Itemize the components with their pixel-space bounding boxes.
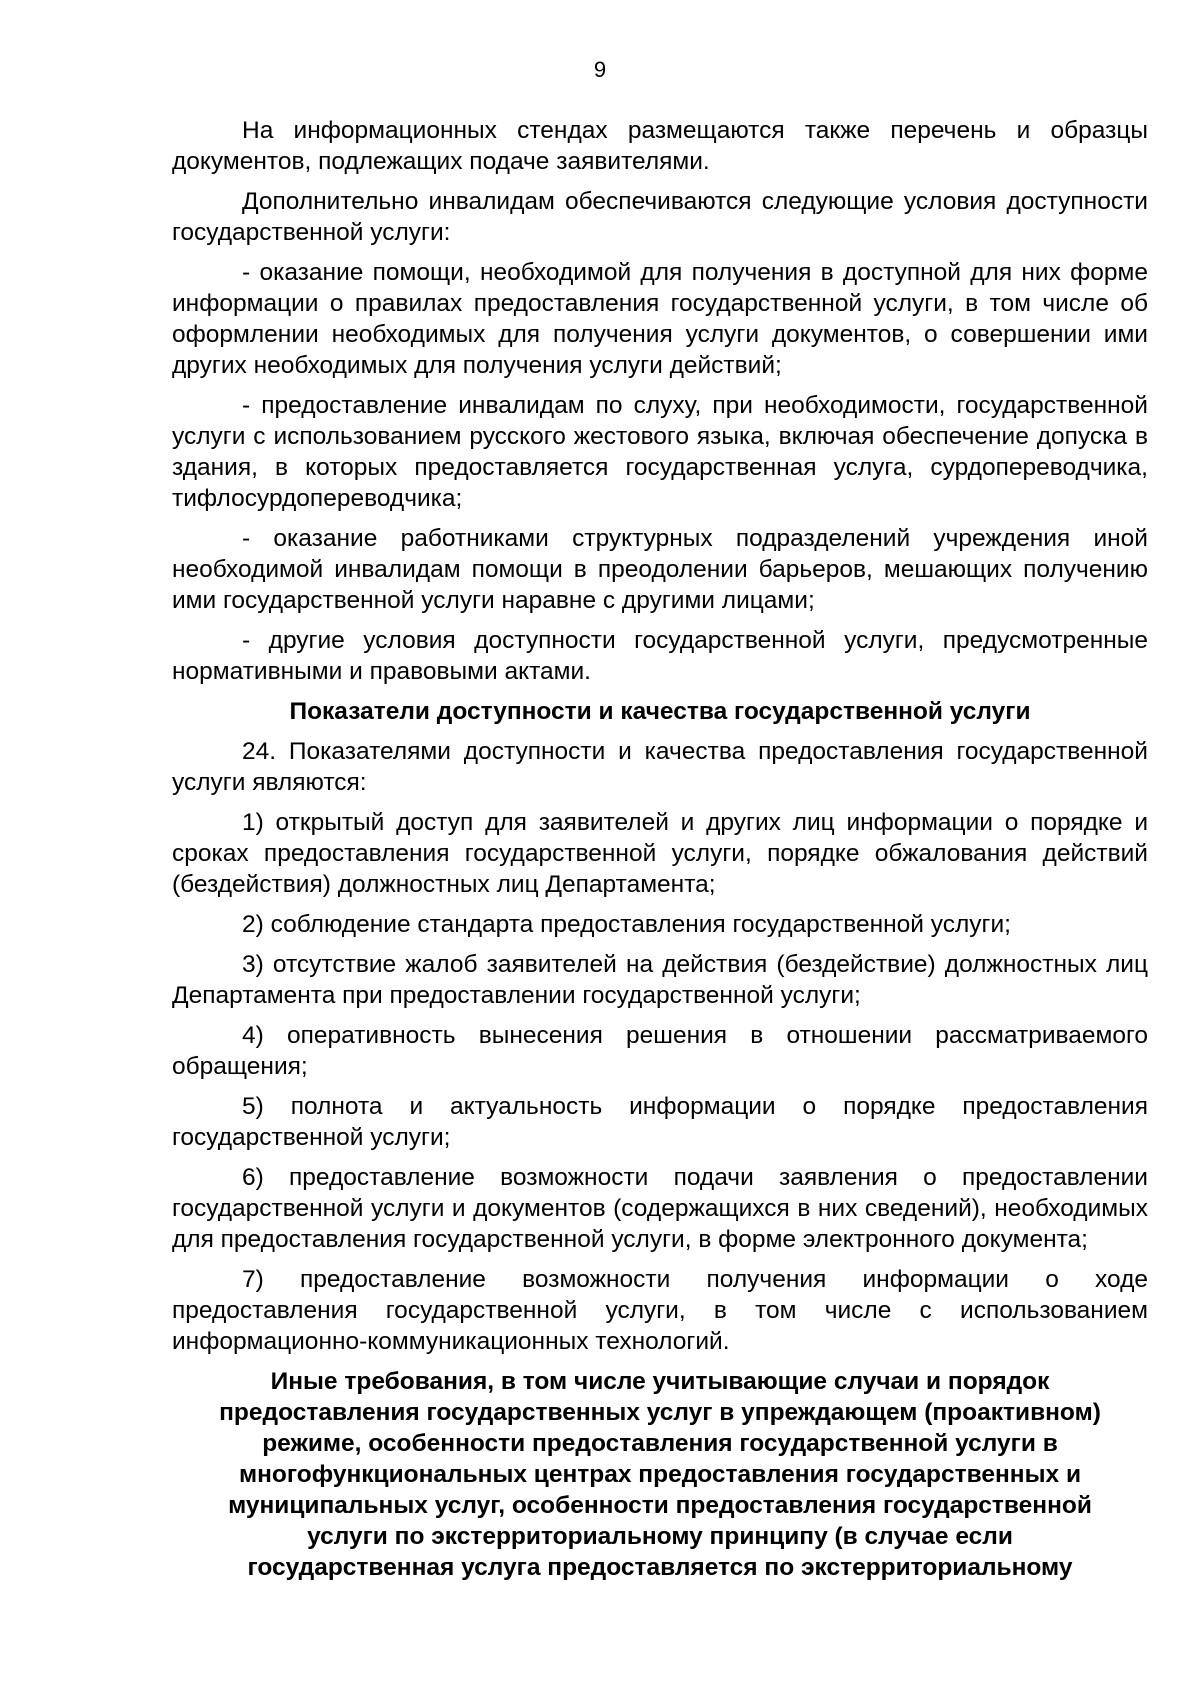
list-item: 6) предоставление возможности подачи заявления о предоставлении государственной услуги и документов (содержащихся в них сведений), необходимых для предоставления государственной услуги, в форме электронного документа; xyxy=(172,1164,1148,1253)
list-item: 7) предоставление возможности получения информации о ходе предоставления государственной услуги, в том числе с использованием информационно-коммуникационных технологий. xyxy=(172,1266,1148,1355)
paragraph: - оказание помощи, необходимой для получения в доступной для них форме информации о правилах предоставления государственной услуги, в том числе об оформлении необходимых для получения услуги документов, о совершении ими других необходимых для получения услуги действий; xyxy=(172,259,1148,379)
list-item: 3) отсутствие жалоб заявителей на действия (бездействие) должностных лиц Департамента при предоставлении государственной услуги; xyxy=(172,951,1148,1009)
document-body xyxy=(172,115,1148,1592)
heading-line: услуги по экстерриториальному принципу (в случае если xyxy=(307,1523,1013,1550)
list-item: 1) открытый доступ для заявителей и других лиц информации о порядке и сроках предоставления государственной услуги, порядке обжалования действий (бездействия) должностных лиц Департамента; xyxy=(172,809,1148,898)
paragraph: Дополнительно инвалидам обеспечиваются следующие условия доступности государственной услуги: xyxy=(172,188,1148,246)
heading-line: Иные требования, в том числе учитывающие случаи и порядок xyxy=(270,1368,1050,1395)
list-item: 5) полнота и актуальность информации о порядке предоставления государственной услуги; xyxy=(172,1093,1148,1151)
heading-line: режиме, особенности предоставления государственной услуги в xyxy=(262,1430,1058,1457)
section-heading: Показатели доступности и качества государственной услуги xyxy=(289,698,1031,725)
paragraph: 24. Показателями доступности и качества предоставления государственной услуги являются: xyxy=(172,738,1148,796)
list-item: 4) оперативность вынесения решения в отношении рассматриваемого обращения; xyxy=(172,1022,1148,1080)
paragraph: - другие условия доступности государственной услуги, предусмотренные нормативными и правовыми актами. xyxy=(172,627,1148,685)
paragraph: На информационных стендах размещаются также перечень и образцы документов, подлежащих подаче заявителями. xyxy=(172,117,1148,175)
heading-line: муниципальных услуг, особенности предоставления государственной xyxy=(228,1492,1092,1519)
heading-line: предоставления государственных услуг в упреждающем (проактивном) xyxy=(219,1399,1101,1426)
page-number: 9 xyxy=(593,57,607,82)
heading-line: многофункциональных центрах предоставления государственных и xyxy=(238,1461,1082,1488)
section-heading-other-requirements xyxy=(172,1366,1148,1583)
paragraph: - оказание работниками структурных подразделений учреждения иной необходимой инвалидам помощи в преодолении барьеров, мешающих получению ими государственной услуги наравне с другими лицами; xyxy=(172,525,1148,614)
list-item: 2) соблюдение стандарта предоставления государственной услуги; xyxy=(242,911,1011,938)
heading-line: государственная услуга предоставляется по экстерриториальному xyxy=(247,1554,1073,1581)
paragraph: - предоставление инвалидам по слуху, при необходимости, государственной услуги с использованием русского жестового языка, включая обеспечение допуска в здания, в которых предоставляется государственная услуга, сурдопереводчика, тифлосурдопереводчика; xyxy=(172,392,1148,512)
